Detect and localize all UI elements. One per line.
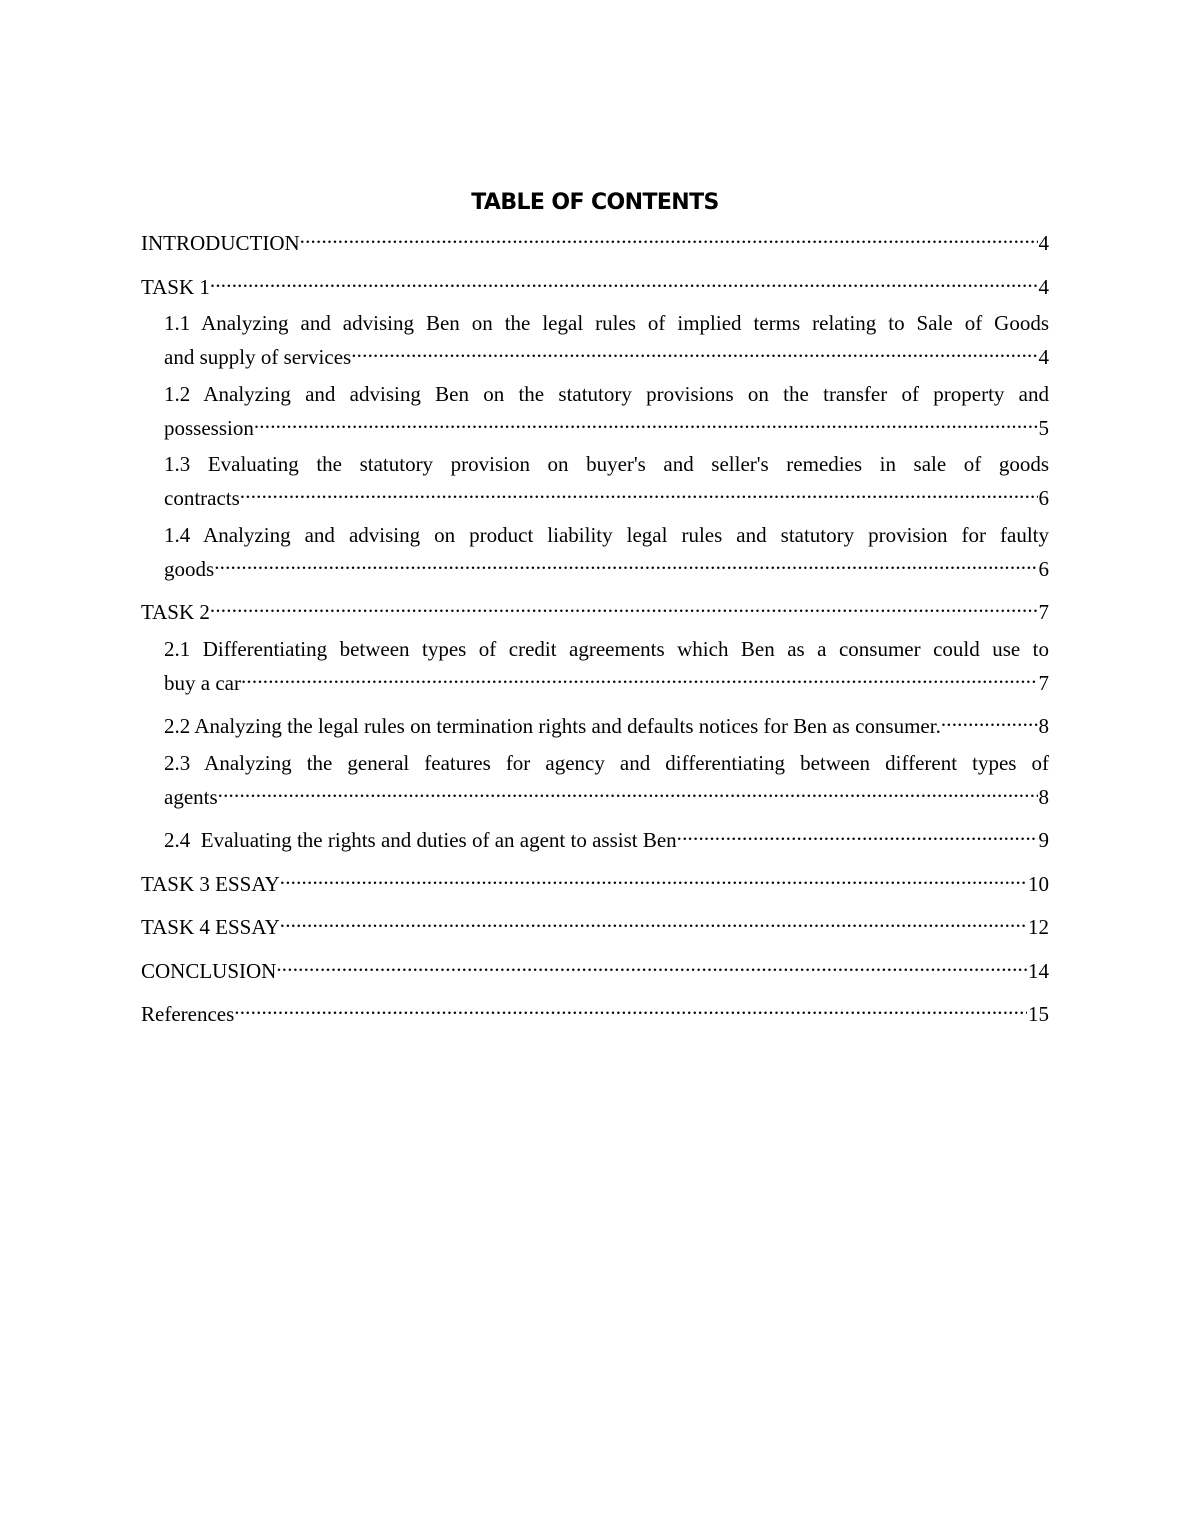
toc-entry-page: 9 bbox=[1038, 828, 1049, 852]
toc-entry-2-4[interactable] bbox=[164, 820, 1049, 854]
toc-entry-page: 6 bbox=[1038, 556, 1049, 581]
toc-entry-introduction[interactable] bbox=[141, 223, 1049, 257]
toc-entry-page: 8 bbox=[1038, 784, 1049, 809]
dot-leader bbox=[280, 907, 1027, 934]
toc-entry-page: 6 bbox=[1038, 486, 1049, 510]
toc-entry-page: 14 bbox=[1028, 958, 1049, 983]
toc-entry-text: TASK 3 ESSAY bbox=[141, 871, 280, 896]
toc-entry-line1: 1.3 Evaluating the statutory provision on buyer's and seller's remedies in sale of goods bbox=[164, 452, 1049, 476]
toc-entry-line1: 1.4 Analyzing and advising on product liability legal rules and statutory provision for faulty bbox=[164, 522, 1049, 547]
toc-entry-page: 4 bbox=[1038, 231, 1049, 255]
toc-list bbox=[141, 223, 1049, 1038]
toc-entry-text: contracts bbox=[164, 486, 240, 510]
toc-entry-text: buy a car bbox=[164, 670, 241, 695]
toc-entry-text: goods bbox=[164, 556, 215, 581]
toc-entry-text: and supply of services bbox=[164, 345, 352, 369]
dot-leader bbox=[941, 706, 1038, 733]
toc-entry-page: 8 bbox=[1038, 714, 1049, 738]
toc-entry-page: 10 bbox=[1028, 871, 1049, 896]
toc-entry-line1: 1.1 Analyzing and advising Ben on the legal rules of implied terms relating to Sale of Goods bbox=[164, 311, 1049, 335]
toc-entry-line1: 2.3 Analyzing the general features for agency and differentiating between different types of bbox=[164, 750, 1049, 775]
toc-entry-text: INTRODUCTION bbox=[141, 231, 300, 255]
toc-entry-text: possession bbox=[164, 415, 254, 440]
dot-leader bbox=[218, 777, 1038, 804]
toc-entry-page: 4 bbox=[1038, 345, 1049, 369]
toc-entry-task-2[interactable] bbox=[141, 592, 1049, 626]
toc-entry-task-1[interactable] bbox=[141, 267, 1049, 301]
toc-entry-text: agents bbox=[164, 784, 218, 809]
toc-entry-2-2[interactable] bbox=[164, 706, 1049, 740]
toc-entry-page: 7 bbox=[1038, 670, 1049, 695]
toc-entry-text: TASK 1 bbox=[141, 274, 210, 299]
toc-entry-page: 15 bbox=[1028, 1002, 1049, 1026]
dot-leader bbox=[214, 549, 1037, 576]
toc-entry-1-3[interactable] bbox=[164, 451, 1049, 512]
toc-entry-line1: 1.2 Analyzing and advising Ben on the statutory provisions on the transfer of property and bbox=[164, 381, 1049, 406]
toc-entry-page: 7 bbox=[1038, 600, 1049, 624]
toc-title: TABLE OF CONTENTS bbox=[471, 190, 719, 215]
dot-leader bbox=[254, 408, 1038, 435]
dot-leader bbox=[241, 663, 1038, 690]
dot-leader bbox=[210, 592, 1038, 619]
toc-entry-text: 2.2 Analyzing the legal rules on termination rights and defaults notices for Ben as consumer. bbox=[164, 714, 941, 738]
toc-entry-text: TASK 2 bbox=[141, 600, 210, 624]
dot-leader bbox=[300, 223, 1038, 250]
dot-leader bbox=[240, 478, 1038, 505]
toc-entry-1-1[interactable] bbox=[164, 310, 1049, 371]
toc-entry-page: 12 bbox=[1028, 915, 1049, 939]
toc-entry-references[interactable] bbox=[141, 994, 1049, 1028]
toc-entry-conclusion[interactable] bbox=[141, 951, 1049, 985]
toc-entry-text: 2.4 Evaluating the rights and duties of an agent to assist Ben bbox=[164, 828, 677, 852]
toc-entry-line1: 2.1 Differentiating between types of credit agreements which Ben as a consumer could use to bbox=[164, 636, 1049, 661]
toc-entry-text: TASK 4 ESSAY bbox=[141, 915, 280, 939]
toc-entry-task-4-essay[interactable] bbox=[141, 907, 1049, 941]
toc-entry-task-3-essay[interactable] bbox=[141, 864, 1049, 898]
toc-entry-text: CONCLUSION bbox=[141, 958, 277, 983]
toc-entry-1-4[interactable] bbox=[164, 522, 1049, 583]
dot-leader bbox=[280, 864, 1027, 891]
toc-entry-2-1[interactable] bbox=[164, 636, 1049, 697]
dot-leader bbox=[234, 994, 1027, 1021]
toc-entry-text: References bbox=[141, 1002, 235, 1026]
toc-entry-page: 4 bbox=[1038, 274, 1049, 299]
dot-leader bbox=[351, 337, 1037, 364]
toc-entry-1-2[interactable] bbox=[164, 381, 1049, 442]
dot-leader bbox=[677, 820, 1038, 847]
dot-leader bbox=[210, 267, 1038, 294]
toc-entry-page: 5 bbox=[1038, 415, 1049, 440]
toc-entry-2-3[interactable] bbox=[164, 750, 1049, 811]
dot-leader bbox=[276, 951, 1027, 978]
